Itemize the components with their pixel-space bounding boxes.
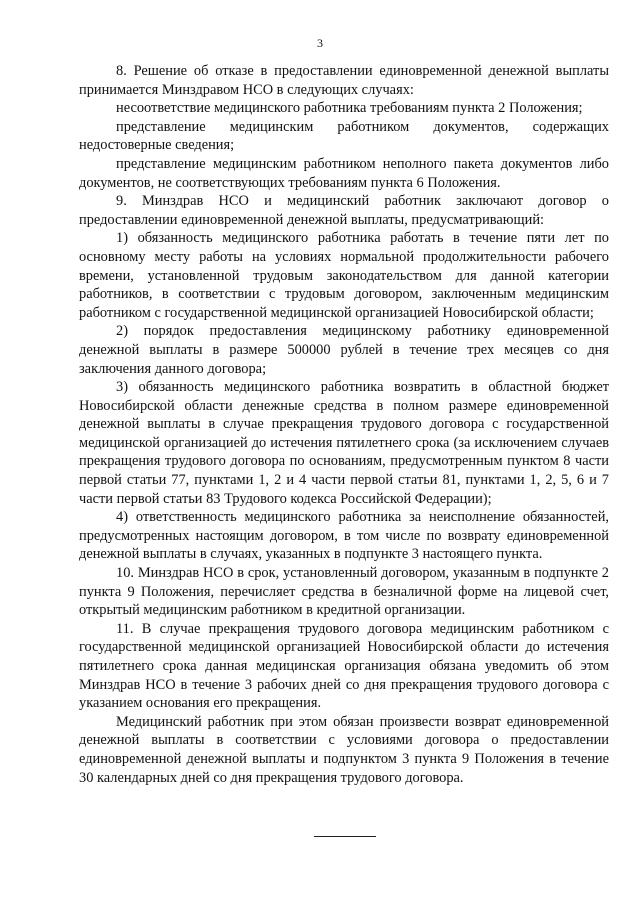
paragraph-10: 10. Минздрав НСО в срок, установленный договором, указанным в подпункте 2 пункта 9 Положения, перечисляет средства в безналичной форме на лицевой счет, открытый медицинским работником в кредитной организации. (79, 565, 609, 619)
paragraph-9-subitem-3: 3) обязанность медицинского работника возвратить в областной бюджет Новосибирской области денежные средства в полном размере единовременной денежной выплаты в случае прекращения трудового договора с государственной медицинской организацией до истечения пятилетнего срока (за исключением случаев прекращения трудового договора по основаниям, предусмотренным пунктом 8 части первой статьи 77, пунктами 1, 2 и 4 части первой статьи 81, пунктами 1, 2, 5, 6 и 7 части первой статьи 83 Трудового кодекса Российской Федерации); (79, 379, 609, 507)
paragraph-9-subitem-4: 4) ответственность медицинского работника за неисполнение обязанностей, предусмотренных настоящим договором, в том числе по возврату единовременной денежной выплаты в случаях, указанных в подпункте 3 настоящего пункта. (79, 509, 609, 563)
end-of-document-rule (314, 836, 376, 837)
paragraph-9: 9. Минздрав НСО и медицинский работник заключают договор о предоставлении единовременной денежной выплаты, предусматривающий: (79, 193, 609, 228)
paragraph-8-case-2: представление медицинским работником документов, содержащих недостоверные сведения; (79, 118, 609, 154)
paragraph-9-subitem-2: 2) порядок предоставления медицинскому работнику единовременной денежной выплаты в размере 500000 рублей в течение трех месяцев со дня заключения данного договора; (79, 323, 609, 377)
paragraph-8-case-1: несоответствие медицинского работника требованиям пункта 2 Положения; (116, 100, 583, 117)
paragraph-11: 11. В случае прекращения трудового договора медицинским работником с государственной медицинской организацией Новосибирской области до истечения пятилетнего срока данная медицинская организация обязана уведомить об этом Минздрав НСО в течение 3 рабочих дней со дня прекращения трудового договора с указанием основания его прекращения. (79, 620, 609, 712)
paragraph-8: 8. Решение об отказе в предоставлении единовременной денежной выплаты принимается Минздравом НСО в следующих случаях: (79, 63, 609, 98)
page-number: 3 (317, 36, 323, 50)
document-body (79, 62, 609, 787)
paragraph-8-case-3: представление медицинским работником неполного пакета документов либо документов, не соответствующих требованиям пункта 6 Положения. (79, 155, 609, 191)
paragraph-9-subitem-1: 1) обязанность медицинского работника работать в течение пяти лет по основному месту работы на условиях нормальной продолжительности рабочего времени, установленной трудовым законодательством для данной категории работников, в соответствии с трудовым договором, заключенным медицинским работником с государственной медицинской организацией Новосибирской области; (79, 230, 609, 321)
paragraph-11-refund: Медицинский работник при этом обязан произвести возврат единовременной денежной выплаты в соответствии с условиями договора о предоставлении единовременной денежной выплаты и подпунктом 3 пункта 9 Положения в течение 30 календарных дней со дня прекращения трудового договора. (79, 713, 609, 786)
